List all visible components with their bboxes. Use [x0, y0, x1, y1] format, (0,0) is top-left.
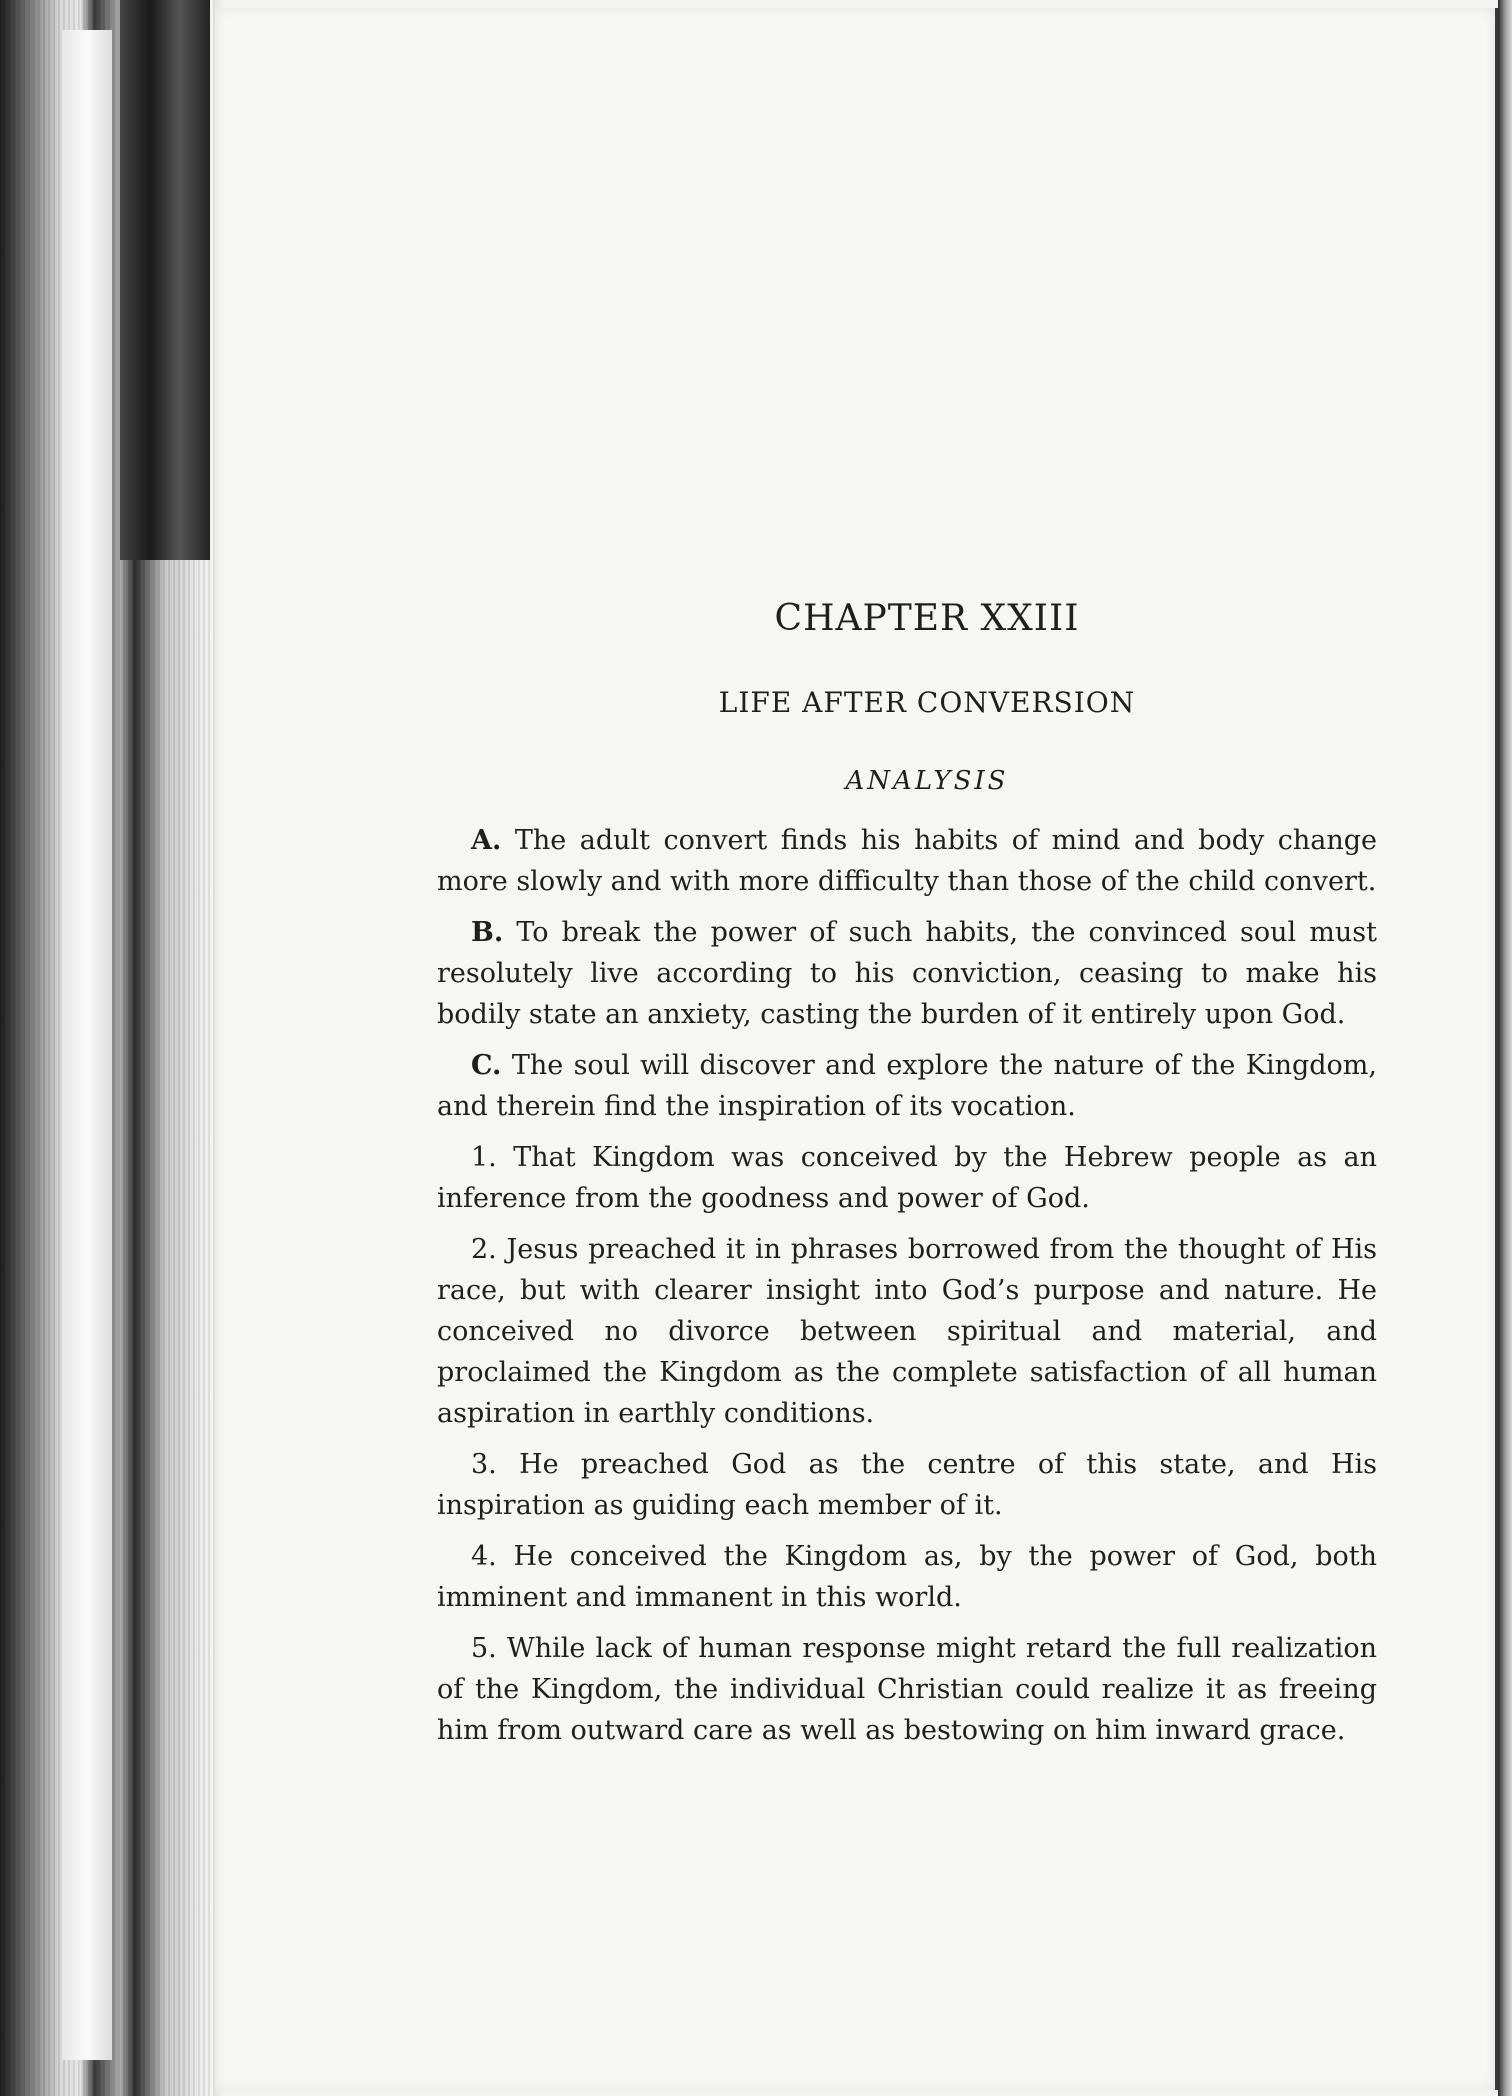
paragraph-marker: 4. — [471, 1541, 497, 1572]
paragraph-3 — [437, 1444, 1377, 1526]
section-heading: ANALYSIS — [845, 766, 1009, 796]
paragraph-marker: A. — [471, 825, 502, 856]
right-page-edge — [1498, 0, 1512, 2096]
paragraph-marker: 1. — [471, 1142, 497, 1173]
chapter-title: LIFE AFTER CONVERSION — [718, 686, 1136, 719]
paragraph-text: The soul will discover and explore the nature of the Kingdom, and therein find the inspiration of its vocation. — [437, 1050, 1377, 1122]
paragraph-marker: 2. — [471, 1234, 497, 1265]
paragraph-marker: B. — [471, 917, 504, 948]
paragraph-text: He conceived the Kingdom as, by the power of God, both imminent and immanent in this world. — [437, 1541, 1377, 1613]
page-edge-light-strip — [62, 30, 112, 2060]
page-edge-dark-block — [120, 0, 210, 560]
paragraph-2 — [437, 1229, 1377, 1434]
paragraph-text: Jesus preached it in phrases borrowed from the thought of His race, but with clearer insight into God’s purpose and nature. He conceived no divorce between spiritual and material, and proclaimed the Kingdom as the complete satisfaction of all human aspiration in earthly conditions. — [437, 1234, 1377, 1429]
paragraph-5 — [437, 1628, 1377, 1751]
paragraph-text: That Kingdom was conceived by the Hebrew people as an inference from the goodness and power of God. — [437, 1142, 1377, 1214]
paragraph-marker: 5. — [471, 1633, 497, 1664]
paragraph-text: While lack of human response might retard the full realization of the Kingdom, the individual Christian could realize it as freeing him from outward care as well as bestowing on him inward grace. — [437, 1633, 1377, 1746]
page-edges-stack — [0, 0, 215, 2096]
analysis-body — [437, 820, 1377, 1761]
paragraph-a — [437, 820, 1377, 902]
paragraph-text: The adult convert finds his habits of mind and body change more slowly and with more difficulty than those of the child convert. — [437, 825, 1377, 897]
paragraph-4 — [437, 1536, 1377, 1618]
paragraph-b — [437, 912, 1377, 1035]
paragraph-c — [437, 1045, 1377, 1127]
paragraph-1 — [437, 1137, 1377, 1219]
chapter-number: CHAPTER XXIII — [774, 598, 1080, 639]
paragraph-text: He preached God as the centre of this state, and His inspiration as guiding each member of it. — [437, 1449, 1377, 1521]
paragraph-marker: 3. — [471, 1449, 497, 1480]
paragraph-text: To break the power of such habits, the convinced soul must resolutely live according to his conviction, ceasing to make his bodily state an anxiety, casting the burden of it entirely upon God. — [437, 917, 1377, 1030]
paragraph-marker: C. — [471, 1050, 502, 1081]
